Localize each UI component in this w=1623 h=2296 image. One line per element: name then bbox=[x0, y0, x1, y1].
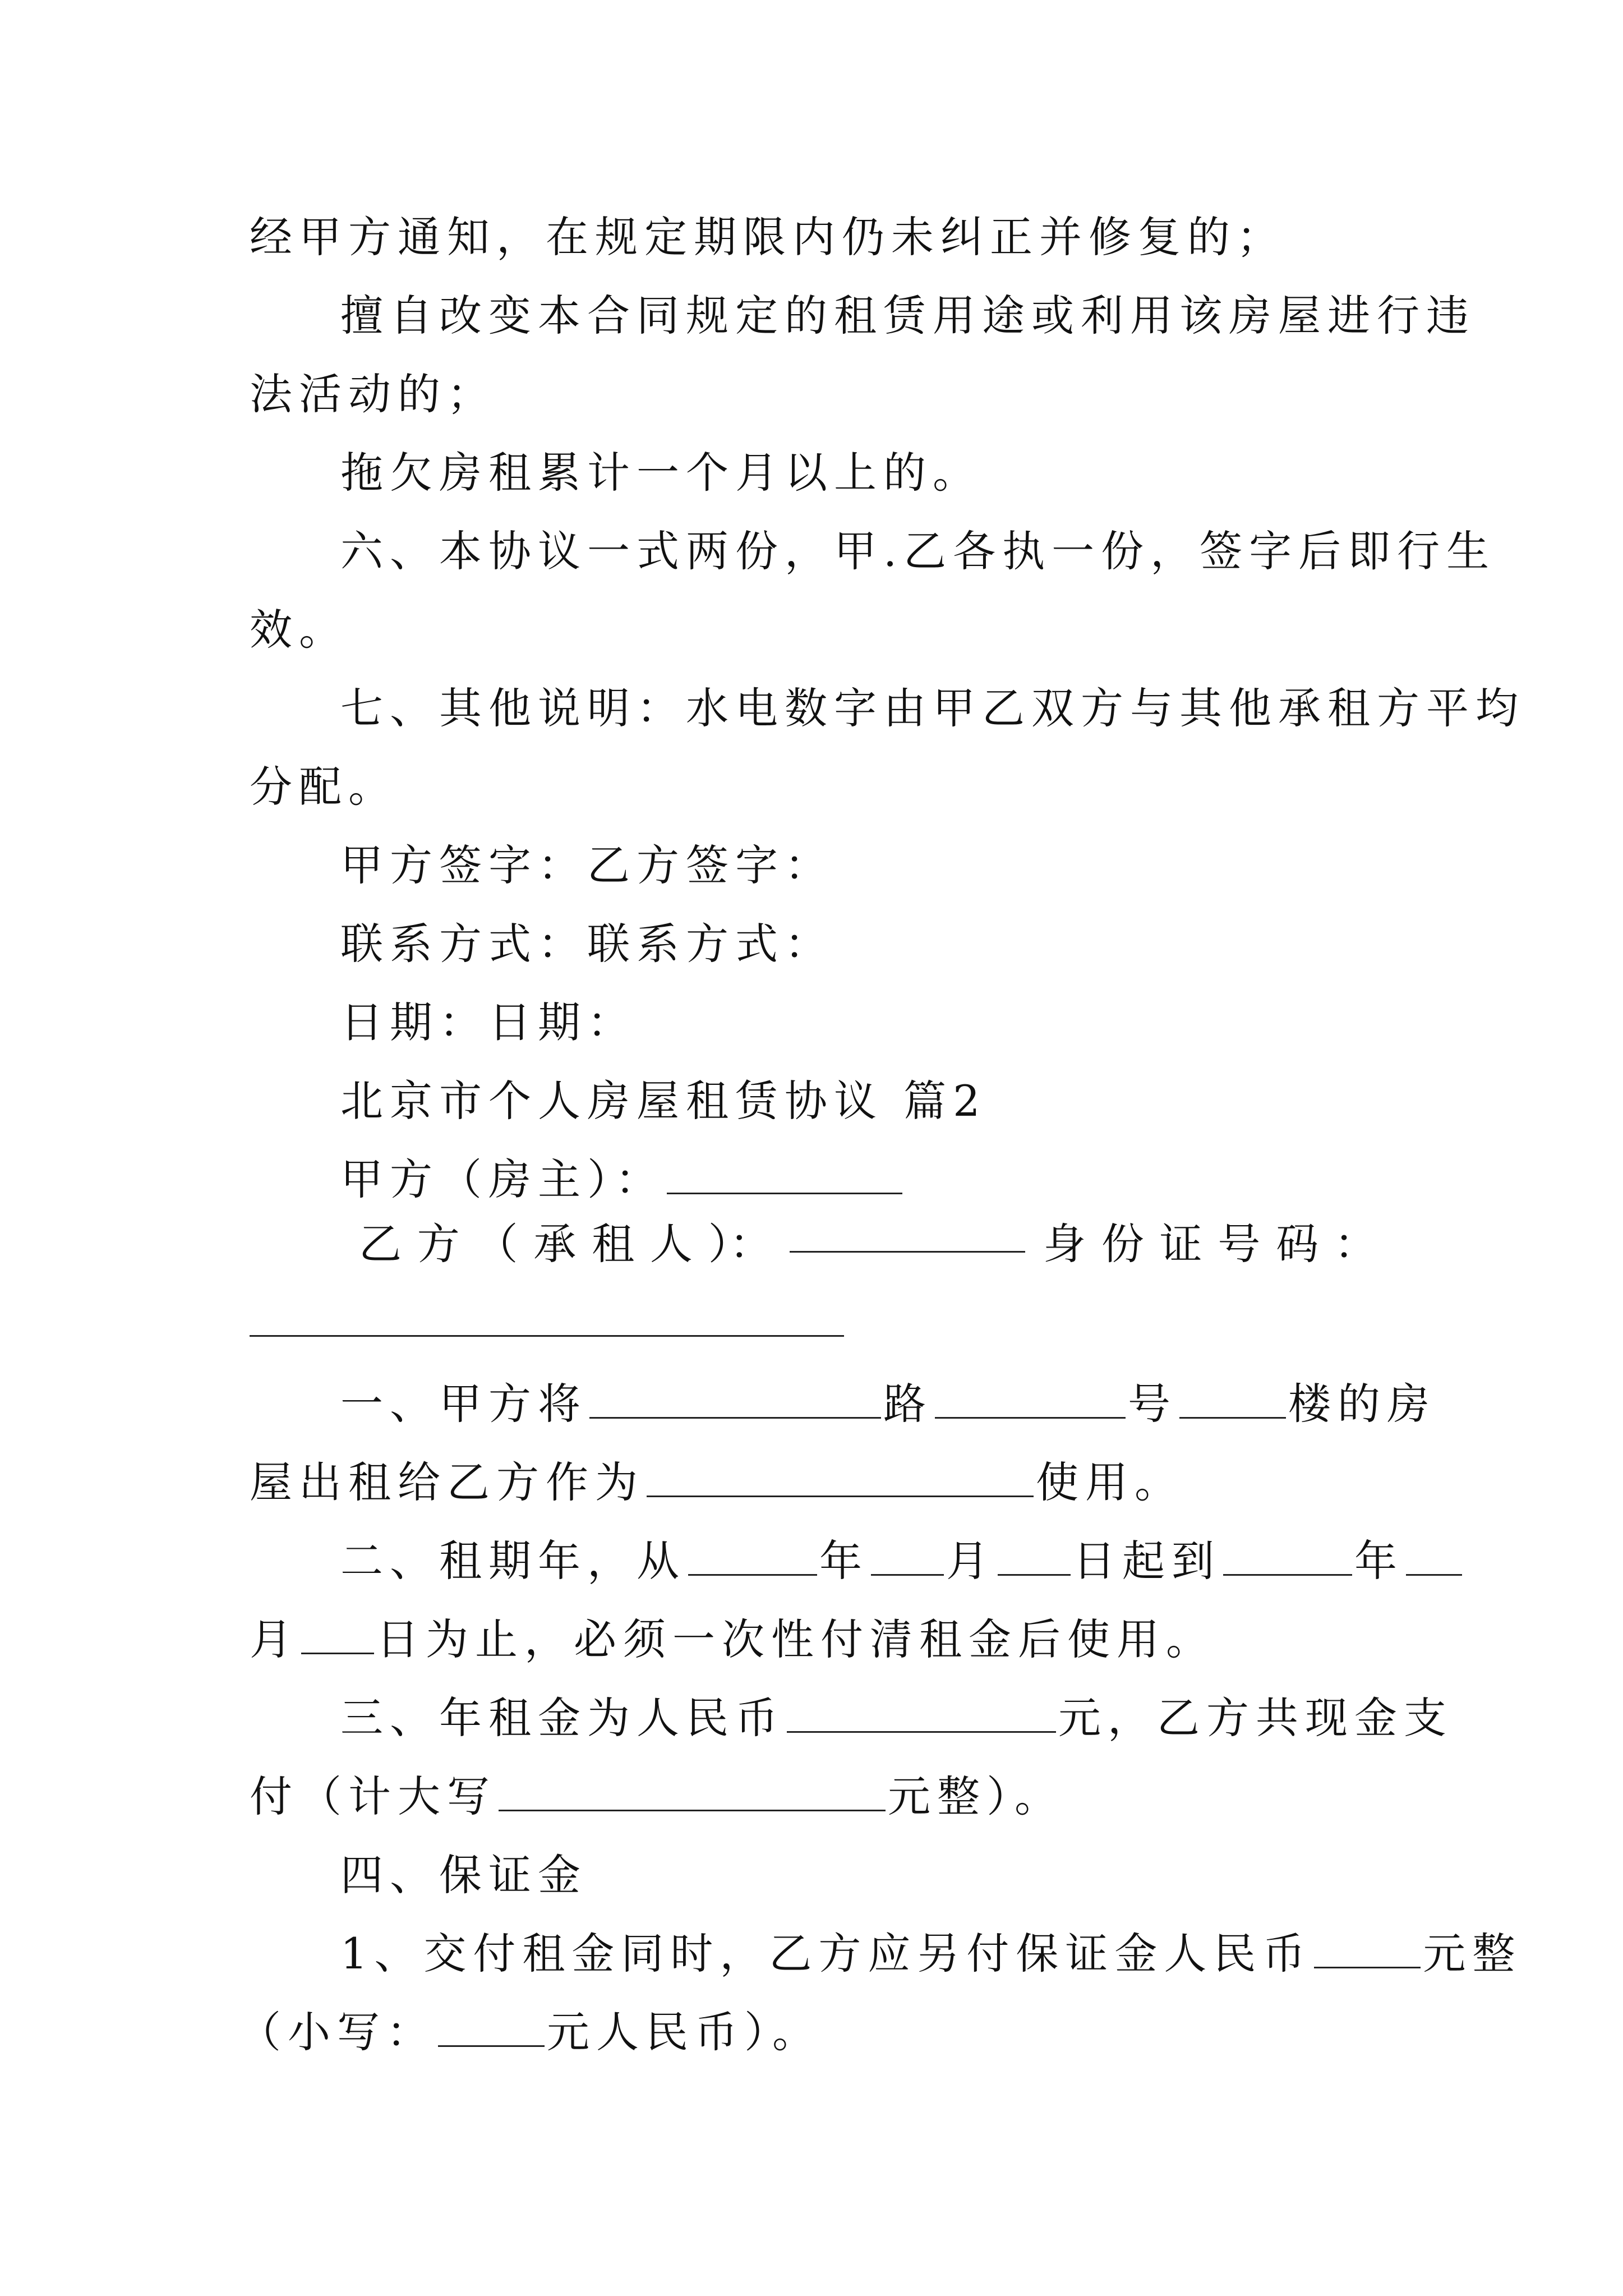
clause-1-line-2 bbox=[250, 1456, 1184, 1512]
contact-line: 联系方式：联系方式： bbox=[340, 919, 834, 969]
clause-text: 年 bbox=[819, 1536, 869, 1586]
tenant-blank[interactable] bbox=[790, 1217, 1025, 1253]
id-number-blank[interactable] bbox=[250, 1335, 844, 1337]
id-char: 份 bbox=[1101, 1219, 1144, 1269]
building-blank[interactable] bbox=[1179, 1383, 1286, 1419]
end-day-blank[interactable] bbox=[301, 1619, 374, 1654]
tenant-char: 承 bbox=[533, 1219, 577, 1269]
tenant-char: ）： bbox=[708, 1219, 772, 1269]
rent-amount-blank[interactable] bbox=[787, 1697, 1056, 1733]
tenant-char: 乙 bbox=[359, 1219, 402, 1269]
clause-text: 1、交付租金同时，乙方应另付保证金人民币 bbox=[340, 1929, 1312, 1978]
end-year-blank[interactable] bbox=[1223, 1540, 1352, 1576]
end-month-blank[interactable] bbox=[1406, 1540, 1462, 1576]
tenant-char: 租 bbox=[592, 1219, 635, 1269]
tenant-line bbox=[359, 1217, 1377, 1271]
clause-3-line-2 bbox=[250, 1770, 1064, 1826]
number-blank[interactable] bbox=[935, 1383, 1126, 1419]
clause-text: 屋出租给乙方作为 bbox=[250, 1457, 644, 1507]
text-line: 法活动的； bbox=[250, 369, 496, 419]
clause-text: 使用。 bbox=[1036, 1457, 1184, 1507]
text-line: 六、本协议一式两份，甲.乙各执一份，签字后即行生 bbox=[340, 526, 1496, 576]
text-line: 擅自改变本合同规定的租赁用途或利用该房屋进行违 bbox=[340, 291, 1476, 341]
clause-text: 元人民币）。 bbox=[547, 2007, 822, 2057]
tenant-char: （ bbox=[475, 1219, 518, 1269]
id-char: 号 bbox=[1218, 1219, 1261, 1269]
text-line: 经甲方通知，在规定期限内仍未纠正并修复的； bbox=[250, 212, 1286, 262]
clause-text: 路 bbox=[883, 1379, 933, 1429]
clause-2-line-1 bbox=[340, 1534, 1464, 1590]
clause-text: 月 bbox=[946, 1536, 995, 1586]
clause-text: 日为止，必须一次性付清租金后使用。 bbox=[376, 1614, 1215, 1664]
clause-text: 二、租期年，从 bbox=[340, 1536, 686, 1586]
clause-text: 元，乙方共现金支 bbox=[1058, 1693, 1453, 1743]
clause-text: 元整 bbox=[1423, 1929, 1522, 1978]
clause-text: 一、甲方将 bbox=[340, 1379, 587, 1429]
landlord-label: 甲方（房主）： bbox=[340, 1154, 665, 1204]
clause-4-title: 四、保证金 bbox=[340, 1850, 587, 1900]
clause-text: 日起到 bbox=[1073, 1536, 1221, 1586]
text-line: 效。 bbox=[250, 605, 348, 655]
clause-3-line-1 bbox=[340, 1691, 1453, 1747]
deposit-small-blank[interactable] bbox=[438, 2012, 545, 2047]
clause-text: 付（计大写 bbox=[250, 1772, 496, 1821]
clause-1-line-1 bbox=[340, 1377, 1436, 1433]
clause-text: 元整）。 bbox=[888, 1772, 1064, 1821]
text-line: 拖欠房租累计一个月以上的。 bbox=[340, 448, 982, 498]
clause-text: 月 bbox=[250, 1614, 299, 1664]
clause-text: （小写： bbox=[238, 2007, 436, 2057]
landlord-blank[interactable] bbox=[667, 1159, 902, 1194]
clause-text: 号 bbox=[1128, 1379, 1177, 1429]
date-line: 日期：日期： bbox=[340, 997, 637, 1047]
deposit-blank[interactable] bbox=[1314, 1933, 1421, 1968]
id-char: 证 bbox=[1159, 1219, 1202, 1269]
rent-capital-blank[interactable] bbox=[499, 1776, 886, 1811]
id-char: ： bbox=[1334, 1219, 1377, 1269]
usage-blank[interactable] bbox=[647, 1462, 1034, 1497]
landlord-line bbox=[340, 1153, 905, 1209]
clause-text: 楼的房 bbox=[1288, 1379, 1436, 1429]
section-title: 北京市个人房屋租赁协议 篇2 bbox=[340, 1076, 987, 1126]
clause-text: 三、年租金为人民币 bbox=[340, 1693, 785, 1743]
text-line: 七、其他说明：水电数字由甲乙双方与其他承租方平均 bbox=[340, 683, 1525, 733]
text-line: 分配。 bbox=[250, 762, 398, 812]
id-char: 身 bbox=[1043, 1219, 1086, 1269]
id-char: 码 bbox=[1276, 1219, 1319, 1269]
signature-line: 甲方签字：乙方签字： bbox=[340, 840, 834, 890]
clause-4-line-2 bbox=[238, 2005, 822, 2062]
tenant-char: 人 bbox=[649, 1219, 693, 1269]
clause-4-line-1 bbox=[340, 1927, 1521, 1983]
start-year-blank[interactable] bbox=[688, 1540, 817, 1576]
start-month-blank[interactable] bbox=[871, 1540, 944, 1576]
tenant-char: 方 bbox=[417, 1219, 460, 1269]
clause-text: 年 bbox=[1354, 1536, 1404, 1586]
clause-2-line-2 bbox=[250, 1613, 1215, 1669]
road-blank[interactable] bbox=[589, 1383, 881, 1419]
start-day-blank[interactable] bbox=[998, 1540, 1071, 1576]
